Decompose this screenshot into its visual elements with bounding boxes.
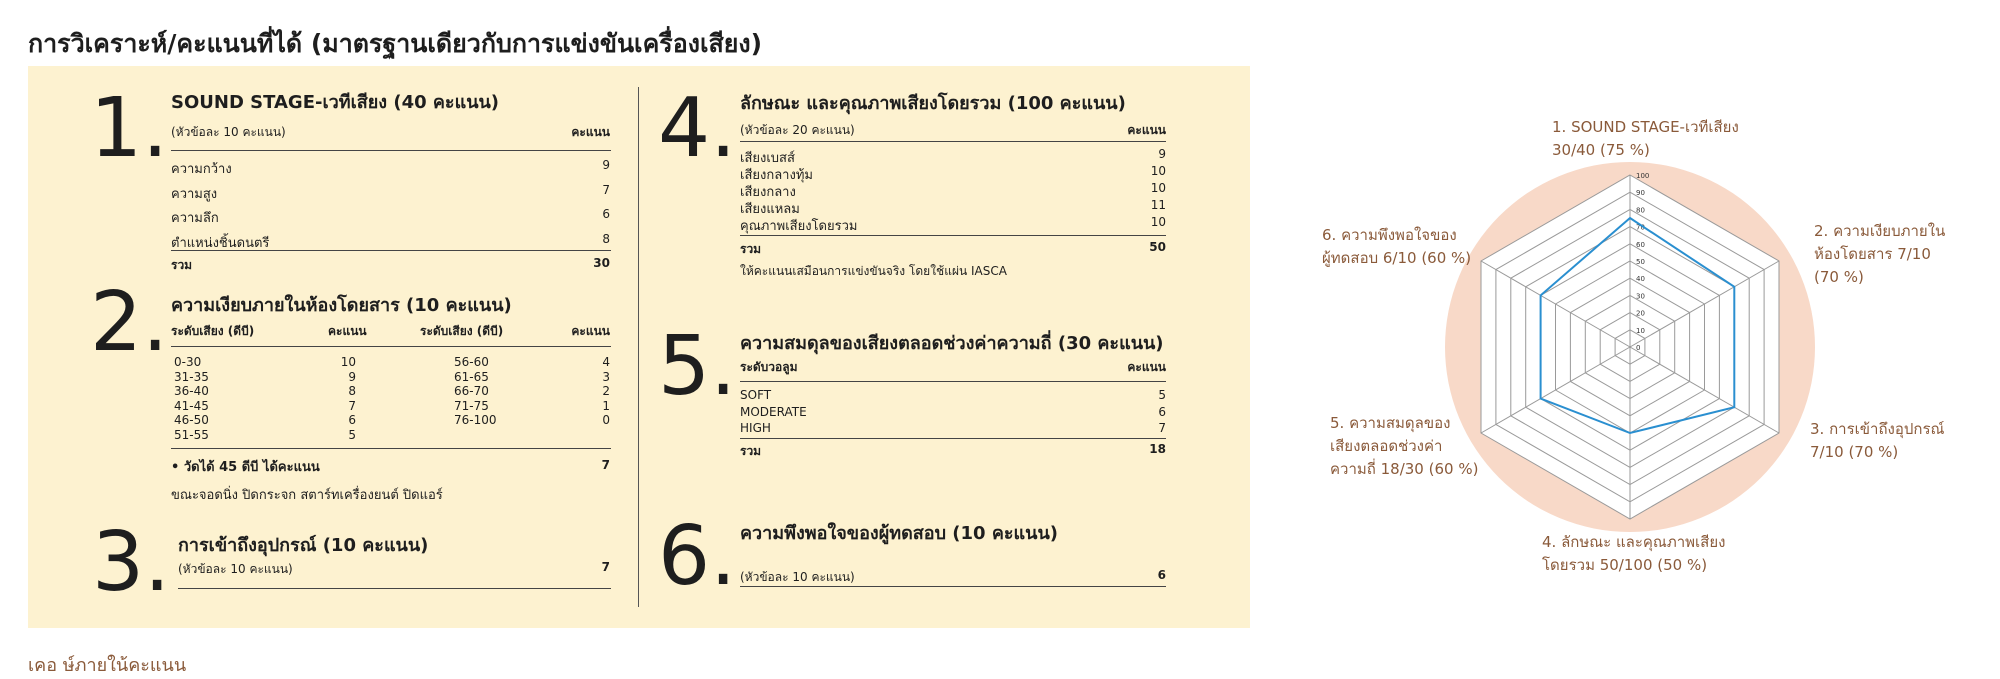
section-5-total: 18 — [1149, 442, 1166, 456]
radar-tick-label: 20 — [1636, 309, 1645, 318]
table-cell-range: 41-45 — [174, 398, 209, 413]
table-cell-range: 56-60 — [454, 355, 489, 369]
radar-axis-label-line: 5. ความสมดุลของ — [1330, 414, 1451, 432]
section-5-score-label: คะแนน — [1127, 360, 1166, 374]
radar-tick-label: 0 — [1636, 344, 1641, 352]
list-item-value: 10 — [1150, 215, 1166, 229]
section-2-col-score-2: คะแนน — [571, 324, 610, 338]
radar-tick-label: 50 — [1636, 258, 1645, 266]
section-2-col-level-2: ระดับเสียง (ดีบี) — [420, 324, 504, 338]
list-item-label: เสียงแหลม — [740, 202, 800, 217]
table-cell-score: 2 — [602, 384, 610, 398]
list-item-label: ตำแหน่งชิ้นดนตรี — [171, 236, 270, 251]
table-cell-score: 1 — [602, 398, 610, 413]
section-6-heading: ความพึงพอใจของผู้ทดสอบ (10 คะแนน) — [740, 523, 1058, 544]
section-1-rule — [171, 150, 611, 151]
section-6-number: 6. — [658, 509, 737, 604]
section-5-total-label: รวม — [740, 444, 762, 458]
page-title: การวิเคราะห์/คะแนนที่ได้ (มาตรฐานเดียวกับการแข่งขันเครื่องเสียง) — [28, 29, 763, 58]
section-3-sub: (หัวข้อละ 10 คะแนน) — [178, 562, 293, 576]
section-1-score-label: คะแนน — [571, 125, 610, 139]
section-1-total: 30 — [593, 256, 610, 270]
section-3-score: 7 — [601, 560, 610, 574]
section-3-number: 3. — [92, 515, 171, 610]
radar-axis-label-line: 30/40 (75 %) — [1552, 141, 1650, 159]
radar-axis-label-line: ผู้ทดสอบ 6/10 (60 %) — [1322, 249, 1472, 267]
list-item-value: 11 — [1150, 198, 1166, 212]
section-2-measured-score: 7 — [601, 458, 610, 472]
table-cell-range: 61-65 — [454, 369, 489, 384]
section-4-total: 50 — [1149, 240, 1166, 254]
list-item-label: คุณภาพเสียงโดยรวม — [740, 219, 858, 234]
list-item-value: 9 — [602, 158, 610, 172]
list-item-label: เสียงเบสส์ — [740, 151, 795, 166]
table-cell-score: 9 — [348, 369, 356, 384]
radar-tick-label: 10 — [1636, 326, 1645, 335]
table-cell-score: 6 — [348, 413, 356, 427]
table-cell-range: 51-55 — [174, 427, 209, 442]
radar-tick-label: 70 — [1636, 223, 1645, 232]
table-cell-range: 46-50 — [174, 413, 209, 427]
radar-axis-label — [1810, 420, 1945, 461]
section-5-total-rule — [740, 438, 1166, 439]
table-cell-score: 8 — [348, 384, 356, 398]
radar-axis-label-line: 6. ความพึงพอใจของ — [1322, 226, 1457, 244]
list-item-label: SOFT — [740, 388, 772, 402]
list-item-label: HIGH — [740, 421, 771, 435]
list-item-label: เสียงกลางทุ้ม — [740, 168, 813, 183]
radar-axis-label-line: โดยรวม 50/100 (50 %) — [1542, 556, 1708, 574]
radar-tick-label: 90 — [1636, 189, 1645, 198]
section-4-note: ให้คะแนนเสมือนการแข่งขันจริง โดยใช้แผ่น IASCA — [740, 264, 1007, 278]
radar-axis-label — [1322, 226, 1471, 267]
table-cell-range: 31-35 — [174, 369, 209, 384]
radar-axis-label-line: 2. ความเงียบภายใน — [1814, 222, 1946, 240]
radar-axis-label-line: ห้องโดยสาร 7/10 — [1814, 245, 1931, 263]
table-cell-score: 5 — [348, 427, 356, 442]
section-5-heading: ความสมดุลของเสียงตลอดช่วงค่าความถี่ (30 คะแนน) — [740, 333, 1164, 354]
radar-axis-label-line: เสียงตลอดช่วงค่า — [1330, 437, 1443, 455]
table-cell-score: 0 — [602, 413, 610, 427]
section-4-heading: ลักษณะ และคุณภาพเสียงโดยรวม (100 คะแนน) — [740, 93, 1126, 114]
section-1-sub: (หัวข้อละ 10 คะแนน) — [171, 125, 286, 139]
radar-axis-label-line: (70 %) — [1814, 268, 1864, 286]
radar-tick-label: 30 — [1636, 292, 1645, 301]
section-6-sub: (หัวข้อละ 10 คะแนน) — [740, 570, 855, 584]
section-2-heading: ความเงียบภายในห้องโดยสาร (10 คะแนน) — [171, 295, 512, 316]
section-2-measured: • วัดได้ 45 ดีบี ได้คะแนน — [171, 460, 320, 475]
radar-axis-label — [1330, 414, 1478, 478]
table-cell-range: 66-70 — [454, 384, 489, 398]
list-item-value: 6 — [602, 207, 610, 221]
table-cell-score: 3 — [602, 369, 610, 384]
list-item-label: MODERATE — [740, 404, 807, 419]
section-6-score: 6 — [1157, 568, 1166, 582]
radar-axis-label — [1542, 533, 1725, 574]
table-cell-score: 7 — [348, 398, 356, 413]
radar-tick-label: 80 — [1636, 206, 1645, 215]
section-2-col-score: คะแนน — [328, 324, 367, 338]
section-2-bottom-rule — [171, 448, 611, 449]
radar-tick-label: 100 — [1636, 172, 1650, 180]
radar-axis-label-line: 4. ลักษณะ และคุณภาพเสียง — [1542, 533, 1726, 551]
section-2-col-level: ระดับเสียง (ดีบี) — [171, 324, 255, 338]
list-item-label: ความกว้าง — [171, 162, 232, 177]
section-1-number: 1. — [90, 81, 169, 176]
table-cell-score: 4 — [602, 355, 610, 369]
radar-tick-label: 40 — [1636, 275, 1645, 284]
list-item-value: 10 — [1150, 164, 1166, 178]
list-item-label: ความลึก — [171, 211, 219, 226]
table-cell-range: 0-30 — [174, 355, 202, 369]
section-2-number: 2. — [90, 275, 169, 370]
radar-axis-label-line: 3. การเข้าถึงอุปกรณ์ — [1810, 420, 1945, 438]
section-3-rule — [178, 588, 611, 589]
radar-axis-label — [1552, 118, 1739, 159]
radar-axis-label — [1814, 222, 1945, 286]
section-4-sub: (หัวข้อละ 20 คะแนน) — [740, 123, 855, 137]
section-3-heading: การเข้าถึงอุปกรณ์ (10 คะแนน) — [178, 535, 429, 556]
section-2-note: ขณะจอดนิ่ง ปิดกระจก สตาร์ทเครื่องยนต์ ปิดแอร์ — [171, 488, 443, 503]
section-1-heading: SOUND STAGE-เวทีเสียง (40 คะแนน) — [171, 92, 500, 113]
table-cell-range: 36-40 — [174, 384, 209, 398]
section-1-total-label: รวม — [171, 258, 193, 272]
list-item-value: 7 — [1158, 421, 1166, 435]
list-item-value: 6 — [1158, 404, 1166, 419]
section-2-rule — [171, 346, 611, 347]
list-item-label: ความสูง — [171, 187, 218, 202]
section-5-rule — [740, 381, 1166, 382]
section-5-number: 5. — [658, 319, 737, 414]
section-6-rule — [740, 586, 1166, 587]
radar-axis-label-line: 7/10 (70 %) — [1810, 443, 1899, 461]
bottom-text: เคอ ษ์ภายใน้คะแนน — [28, 655, 187, 676]
list-item-value: 8 — [602, 232, 610, 246]
column-divider — [638, 87, 639, 607]
section-5-sub: ระดับวอลูม — [740, 360, 798, 374]
radar-tick-label: 60 — [1636, 240, 1645, 249]
list-item-label: เสียงกลาง — [740, 185, 796, 200]
section-4-score-label: คะแนน — [1127, 123, 1166, 137]
section-4-rule — [740, 141, 1166, 142]
list-item-value: 7 — [602, 183, 610, 197]
list-item-value: 5 — [1158, 388, 1166, 402]
radar-axis-label-line: ความถี่ 18/30 (60 %) — [1330, 460, 1479, 478]
radar-axis-label-line: 1. SOUND STAGE-เวทีเสียง — [1552, 118, 1739, 136]
table-cell-range: 76-100 — [454, 413, 497, 427]
section-4-total-label: รวม — [740, 242, 762, 256]
table-cell-range: 71-75 — [454, 398, 489, 413]
table-cell-score: 10 — [340, 355, 356, 369]
section-4-number: 4. — [658, 81, 737, 176]
list-item-value: 10 — [1150, 181, 1166, 195]
list-item-value: 9 — [1158, 147, 1166, 161]
radar-chart — [1290, 100, 1990, 620]
